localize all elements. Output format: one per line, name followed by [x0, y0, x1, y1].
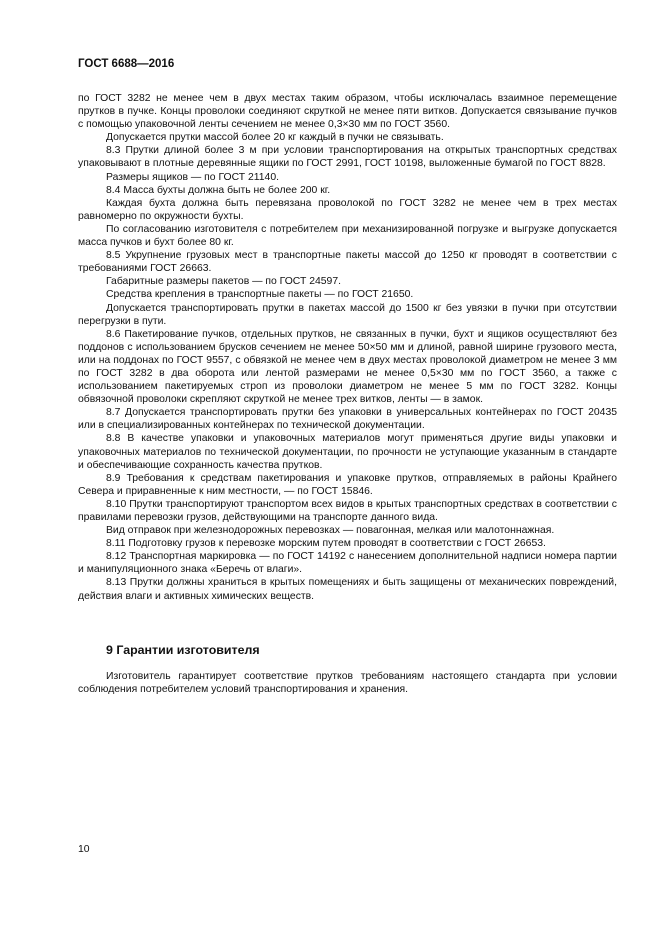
section-9-heading: 9 Гарантии изготовителя: [106, 643, 260, 657]
paragraph: 8.9 Требования к средствам пакетирования и упаковке прутков, отправляемых в районы Крайнего Севера и приравненные к ним местности, — по ГОСТ 15846.: [78, 472, 617, 497]
paragraph: 8.4 Масса бухты должна быть не более 200 кг.: [106, 184, 331, 196]
paragraph: 8.11 Подготовку грузов к перевозке морским путем проводят в соответствии с ГОСТ 26653.: [106, 538, 546, 550]
paragraph: Допускается транспортировать прутки в пакетах массой до 1500 кг без увязки в пучки при отсутствии перегрузки в пути.: [78, 302, 617, 327]
paragraph: 8.6 Пакетирование пучков, отдельных прутков, не связанных в пучки, бухт и ящиков осуществляют без поддонов с использованием брусков сечением не менее 50×50 мм и длиной, равной ширине грузового места, или на поддонах по ГОСТ 9557, с обвязкой не менее чем в двух местах проволокой диаметром не менее 3 мм по ГОСТ 3282 в два оборота или лентой размерами не менее 0,5×30 мм по ГОСТ 3560, а также с использованием пакетируемых строп из проволоки диаметром не менее 5 мм по ГОСТ 3282. Концы обвязочной проволоки скрепляют скруткой не менее трех витков, ленты — в замок.: [78, 328, 617, 406]
page-number: 10: [78, 844, 90, 855]
document-header: ГОСТ 6688—2016: [78, 58, 175, 70]
paragraph: по ГОСТ 3282 не менее чем в двух местах таким образом, чтобы исключалась взаимное перемещение прутков в пучке. Концы проволоки соединяют скруткой не менее пяти витков. Допускается связывание пучков с помощью упаковочной ленты сечением не менее 0,3×30 мм по ГОСТ 3560.: [78, 93, 617, 131]
paragraph: По согласованию изготовителя с потребителем при механизированной погрузке и выгрузке допускается масса пучков и бухт более 80 кг.: [78, 223, 617, 249]
paragraph: 8.12 Транспортная маркировка — по ГОСТ 14192 с нанесением дополнительной надписи номера партии и манипуляционного знака «Беречь от влаги».: [78, 551, 617, 576]
paragraph: Допускается прутки массой более 20 кг каждый в пучки не связывать.: [106, 132, 444, 144]
paragraph: 8.10 Прутки транспортируют транспортом всех видов в крытых транспортных средствах в соответствии с правилами перевозки грузов, действующими на транспорте данного вида.: [78, 498, 617, 523]
paragraph: Изготовитель гарантирует соответствие прутков требованиям настоящего стандарта при условии соблюдения потребителем условий транспортирования и хранения.: [78, 671, 617, 696]
paragraph: Средства крепления в транспортные пакеты — по ГОСТ 21650.: [106, 289, 414, 301]
paragraph: 8.7 Допускается транспортировать прутки без упаковки в универсальных контейнерах по ГОСТ 20435 или в специализированных контейнерах по технической документации.: [78, 407, 617, 432]
section-8-body: [78, 92, 617, 603]
paragraph: Вид отправок при железнодорожных перевозках — повагонная, мелкая или малотоннажная.: [106, 525, 555, 537]
paragraph: 8.13 Прутки должны храниться в крытых помещениях и быть защищены от механических повреждений, действия влаги и активных химических веществ.: [78, 577, 617, 602]
paragraph: Каждая бухта должна быть перевязана проволокой по ГОСТ 3282 не менее чем в трех местах равномерно по окружности бухты.: [78, 197, 617, 222]
paragraph: 8.5 Укрупнение грузовых мест в транспортные пакеты массой до 1250 кг проводят в соответствии с требованиями ГОСТ 26663.: [78, 250, 617, 275]
section-9-body: [78, 670, 617, 696]
paragraph: 8.8 В качестве упаковки и упаковочных материалов могут применяться другие виды упаковки и упаковочных материалов по технической документации, по прочности не уступающие указанным в стандарте и обеспечивающие сохранность качества прутков.: [78, 433, 617, 471]
paragraph: Размеры ящиков — по ГОСТ 21140.: [106, 171, 279, 183]
paragraph: 8.3 Прутки длиной более 3 м при условии транспортирования на открытых транспортных средствах упаковывают в плотные деревянные ящики по ГОСТ 2991, ГОСТ 10198, выложенные бумагой по ГОСТ 8828.: [78, 145, 617, 170]
paragraph: Габаритные размеры пакетов — по ГОСТ 24597.: [106, 276, 341, 288]
